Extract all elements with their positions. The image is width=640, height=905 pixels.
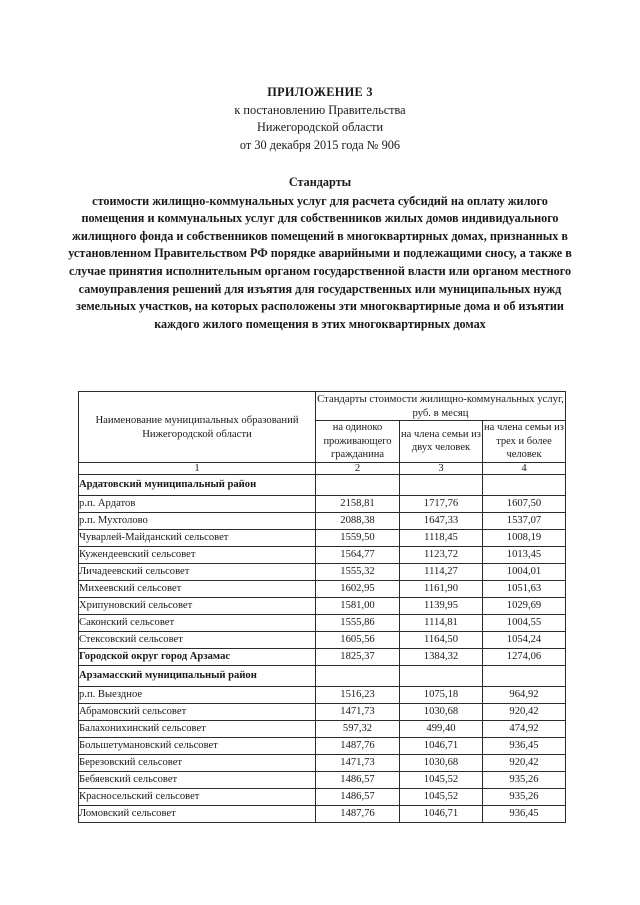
table-body <box>79 474 566 822</box>
row-municipality-name: Абрамовский сельсовет <box>79 703 316 720</box>
row-municipality-name: Ломовский сельсовет <box>79 805 316 822</box>
row-value-col-3: 1164,50 <box>400 631 483 648</box>
table-row <box>79 474 566 495</box>
row-value-col-4: 1054,24 <box>483 631 566 648</box>
row-value-col-2: 1486,57 <box>316 771 400 788</box>
row-value-col-2: 1471,73 <box>316 703 400 720</box>
row-value-col-4: 935,26 <box>483 788 566 805</box>
document-title <box>64 174 576 333</box>
row-value-col-2: 1564,77 <box>316 546 400 563</box>
row-value-col-2 <box>316 474 400 495</box>
title-body: стоимости жилищно-коммунальных услуг для расчета субсидий на оплату жилого помещения и коммунальных услуг для собственников жилых домов индивидуального жилищного фонда и собственников помещений в многоквартирных домах, признанных в установленном Правительством РФ порядке аварийными и подлежащими сносу, а также в случае принятия исполнительным органом государственной власти или органом местного самоуправления решений для изъятия для государственных или муниципальных нужд земельных участков, на которых расположены эти многоквартирные дома и об изъятии каждого жилого помещения в этих многоквартирных домах <box>68 193 572 331</box>
row-value-col-4: 920,42 <box>483 754 566 771</box>
row-value-col-4: 1051,63 <box>483 580 566 597</box>
header-family-of-two: на члена семьи из двух человек <box>400 421 483 463</box>
row-value-col-3: 1384,32 <box>400 648 483 665</box>
row-value-col-2: 1605,56 <box>316 631 400 648</box>
row-value-col-3: 1123,72 <box>400 546 483 563</box>
row-group-name: Ардатовский муниципальный район <box>79 474 316 495</box>
row-value-col-3 <box>400 474 483 495</box>
standards-table-container <box>78 391 565 823</box>
table-row <box>79 512 566 529</box>
row-value-col-3: 1118,45 <box>400 529 483 546</box>
table-column-number-row <box>79 462 566 474</box>
table-row <box>79 754 566 771</box>
appendix-region-line: Нижегородской области <box>256 120 384 135</box>
table-row <box>79 648 566 665</box>
table-row <box>79 563 566 580</box>
table-head <box>79 392 566 475</box>
table-row <box>79 665 566 686</box>
table-row <box>79 580 566 597</box>
row-value-col-2: 1825,37 <box>316 648 400 665</box>
table-row <box>79 546 566 563</box>
row-value-col-4: 936,45 <box>483 737 566 754</box>
table-row <box>79 720 566 737</box>
table-row <box>79 771 566 788</box>
row-value-col-4 <box>483 665 566 686</box>
table-row <box>79 614 566 631</box>
row-municipality-name: Саконский сельсовет <box>79 614 316 631</box>
row-municipality-name: р.п. Выездное <box>79 686 316 703</box>
row-value-col-4: 1274,06 <box>483 648 566 665</box>
row-value-col-3: 1139,95 <box>400 597 483 614</box>
row-value-col-2: 1516,23 <box>316 686 400 703</box>
row-value-col-2: 1555,32 <box>316 563 400 580</box>
row-value-col-3: 1046,71 <box>400 737 483 754</box>
row-value-col-4: 1013,45 <box>483 546 566 563</box>
row-value-col-3 <box>400 665 483 686</box>
row-municipality-name: Бебяевский сельсовет <box>79 771 316 788</box>
row-value-col-4: 1029,69 <box>483 597 566 614</box>
row-value-col-2: 1486,57 <box>316 788 400 805</box>
column-number-3: 3 <box>400 462 483 474</box>
row-municipality-name: Хрипуновский сельсовет <box>79 597 316 614</box>
row-municipality-name: Михеевский сельсовет <box>79 580 316 597</box>
row-value-col-2: 1487,76 <box>316 805 400 822</box>
row-municipality-name: Кужендеевский сельсовет <box>79 546 316 563</box>
table-row <box>79 529 566 546</box>
row-value-col-3: 1045,52 <box>400 788 483 805</box>
row-value-col-3: 1717,76 <box>400 495 483 512</box>
table-row <box>79 805 566 822</box>
row-group-name: Городской округ город Арзамас <box>79 648 316 665</box>
column-number-1: 1 <box>79 462 316 474</box>
row-value-col-4: 920,42 <box>483 703 566 720</box>
row-group-name: Арзамасский муниципальный район <box>79 665 316 686</box>
row-value-col-3: 1030,68 <box>400 703 483 720</box>
row-value-col-2 <box>316 665 400 686</box>
row-value-col-3: 1030,68 <box>400 754 483 771</box>
row-municipality-name: Чуварлей-Майданский сельсовет <box>79 529 316 546</box>
header-single-citizen: на одиноко проживающего гражданина <box>316 421 400 463</box>
row-municipality-name: Балахонихинский сельсовет <box>79 720 316 737</box>
row-value-col-2: 2088,38 <box>316 512 400 529</box>
row-value-col-2: 1555,86 <box>316 614 400 631</box>
row-municipality-name: Стексовский сельсовет <box>79 631 316 648</box>
row-value-col-2: 597,32 <box>316 720 400 737</box>
row-municipality-name: Личадеевский сельсовет <box>79 563 316 580</box>
row-value-col-4: 1008,19 <box>483 529 566 546</box>
table-row <box>79 495 566 512</box>
appendix-decree-line: к постановлению Правительства <box>234 102 406 117</box>
row-value-col-4: 1537,07 <box>483 512 566 529</box>
row-value-col-2: 2158,81 <box>316 495 400 512</box>
row-value-col-3: 1045,52 <box>400 771 483 788</box>
row-value-col-4: 935,26 <box>483 771 566 788</box>
row-value-col-3: 1046,71 <box>400 805 483 822</box>
column-number-4: 4 <box>483 462 566 474</box>
table-row <box>79 631 566 648</box>
appendix-reference-block <box>0 84 640 154</box>
row-municipality-name: Большетумановский сельсовет <box>79 737 316 754</box>
row-value-col-2: 1602,95 <box>316 580 400 597</box>
table-header-row-main <box>79 392 566 421</box>
column-number-2: 2 <box>316 462 400 474</box>
row-municipality-name: Красносельский сельсовет <box>79 788 316 805</box>
row-municipality-name: Березовский сельсовет <box>79 754 316 771</box>
row-value-col-4: 936,45 <box>483 805 566 822</box>
table-row <box>79 597 566 614</box>
table-row <box>79 788 566 805</box>
row-value-col-3: 1161,90 <box>400 580 483 597</box>
row-value-col-3: 1114,27 <box>400 563 483 580</box>
header-family-of-three-plus: на члена семьи из трех и более человек <box>483 421 566 463</box>
row-value-col-4: 1607,50 <box>483 495 566 512</box>
table-row <box>79 737 566 754</box>
appendix-date-line: от 30 декабря 2015 года № 906 <box>239 137 401 152</box>
row-value-col-4: 1004,01 <box>483 563 566 580</box>
row-value-col-3: 1075,18 <box>400 686 483 703</box>
row-value-col-4: 474,92 <box>483 720 566 737</box>
row-value-col-2: 1471,73 <box>316 754 400 771</box>
row-value-col-3: 1114,81 <box>400 614 483 631</box>
row-value-col-2: 1487,76 <box>316 737 400 754</box>
header-standards-group: Стандарты стоимости жилищно-коммунальных услуг, руб. в месяц <box>317 393 564 419</box>
row-value-col-2: 1559,50 <box>316 529 400 546</box>
row-value-col-4 <box>483 474 566 495</box>
row-value-col-4: 1004,55 <box>483 614 566 631</box>
row-value-col-2: 1581,00 <box>316 597 400 614</box>
table-row <box>79 686 566 703</box>
row-value-col-3: 1647,33 <box>400 512 483 529</box>
row-value-col-3: 499,40 <box>400 720 483 737</box>
row-value-col-4: 964,92 <box>483 686 566 703</box>
title-heading: Стандарты <box>288 175 352 189</box>
row-municipality-name: р.п. Ардатов <box>79 495 316 512</box>
row-municipality-name: р.п. Мухтолово <box>79 512 316 529</box>
standards-table <box>78 391 566 823</box>
appendix-number: ПРИЛОЖЕНИЕ 3 <box>267 85 373 99</box>
header-municipality-name: Наименование муниципальных образований Нижегородской области <box>79 392 316 463</box>
table-row <box>79 703 566 720</box>
